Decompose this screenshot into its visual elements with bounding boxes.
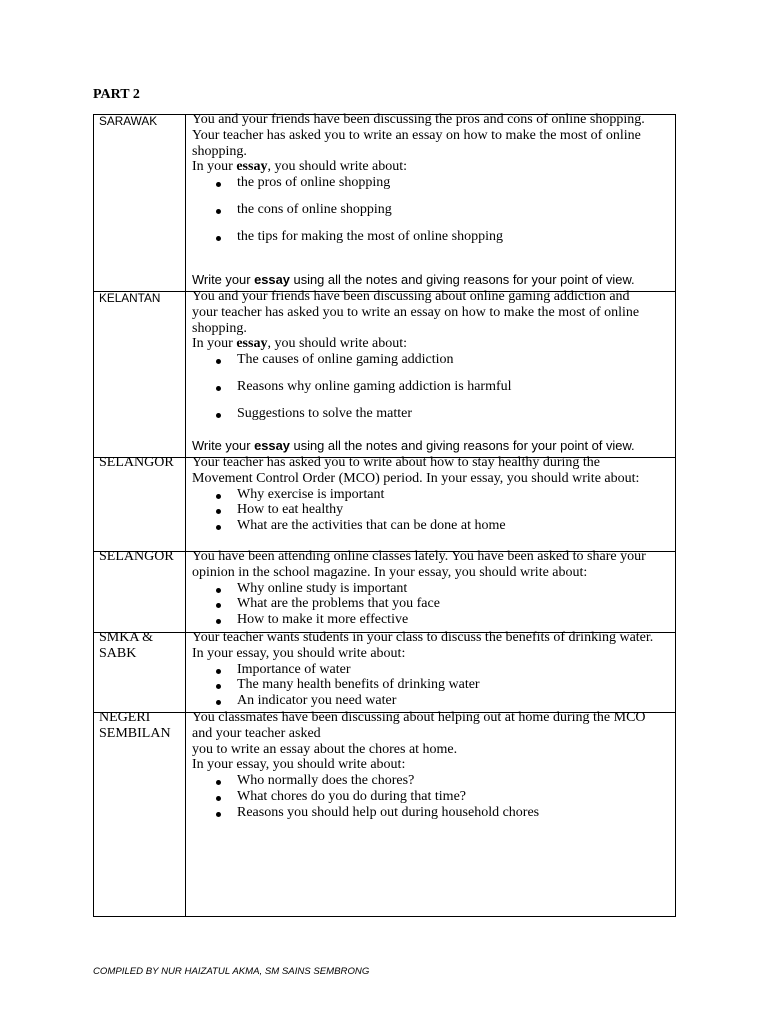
- list-item: [192, 487, 675, 503]
- cell-content: [192, 630, 675, 709]
- closing-text: using all the notes and giving reasons for your point of view.: [289, 272, 635, 287]
- bullet-icon: [216, 603, 221, 608]
- cell-content: [192, 112, 675, 245]
- region-label: SARAWAK: [99, 114, 158, 128]
- instruction-text: , you should write about:: [267, 336, 408, 352]
- bullet-icon: [216, 619, 221, 624]
- bullet-icon: [216, 386, 221, 391]
- closing-emphasis: essay: [254, 272, 290, 287]
- list-item: [192, 379, 675, 395]
- bullet-icon: [216, 796, 221, 801]
- cell-content: [192, 455, 675, 534]
- bullet-icon: [216, 494, 221, 499]
- region-label: NEGERI: [99, 710, 151, 725]
- cell-content: [99, 549, 185, 565]
- bullet-icon: [216, 413, 221, 418]
- bullet-text: the cons of online shopping: [237, 202, 392, 218]
- closing-text: using all the notes and giving reasons for your point of view.: [289, 438, 635, 453]
- prompt-line: You and your friends have been discussing the pros and cons of online shopping.: [192, 112, 645, 127]
- list-item: [192, 518, 675, 534]
- bullet-icon: [216, 780, 221, 785]
- prompt-line: You and your friends have been discussing about online gaming addiction and: [192, 289, 630, 304]
- prompt-line: your teacher has asked you to write an essay on how to make the most of online: [192, 304, 640, 320]
- instruction-emphasis: essay: [236, 159, 268, 175]
- table-row: [94, 457, 675, 551]
- bullet-icon: [216, 684, 221, 689]
- instruction-text: In your: [192, 159, 237, 175]
- bullet-icon: [216, 812, 221, 817]
- list-item: [192, 202, 675, 218]
- prompt-line: Your teacher wants students in your class to discuss the benefits of drinking water.: [192, 630, 654, 645]
- instruction-text: In your: [192, 336, 237, 352]
- bullet-text: the tips for making the most of online shopping: [237, 229, 503, 245]
- essay-prompts-table: [93, 114, 676, 917]
- bullet-icon: [216, 588, 221, 593]
- region-cell: [94, 455, 186, 551]
- region-cell: [94, 549, 186, 632]
- list-item: [192, 581, 675, 597]
- prompt-line: Your teacher has asked you to write an essay on how to make the most of online: [192, 127, 641, 143]
- table-row: [94, 551, 675, 632]
- region-label: SMKA &: [99, 630, 154, 645]
- instruction-line: [192, 336, 675, 352]
- bullet-icon: [216, 359, 221, 364]
- cell-content: [99, 291, 185, 307]
- bullet-text: Reasons you should help out during household chores: [237, 804, 540, 820]
- bullet-icon: [216, 525, 221, 530]
- region-label: SABK: [99, 645, 137, 661]
- list-item: [192, 662, 675, 678]
- table-row: [94, 112, 675, 291]
- region-label: KELANTAN: [99, 291, 161, 305]
- prompt-cell: [186, 710, 675, 916]
- bullet-text: What chores do you do during that time?: [237, 788, 466, 804]
- list-item: [192, 693, 675, 709]
- bullet-text: Who normally does the chores?: [237, 773, 415, 789]
- region-cell: [94, 115, 186, 291]
- list-item: [192, 677, 675, 693]
- instruction-emphasis: essay: [236, 336, 268, 352]
- table-row: [94, 632, 675, 712]
- cell-content: [99, 710, 185, 742]
- prompt-line: Your teacher has asked you to write about how to stay healthy during the: [192, 455, 600, 470]
- prompt-line: shopping.: [192, 143, 247, 159]
- bullet-text: What are the problems that you face: [237, 596, 440, 612]
- prompt-cell: [186, 630, 675, 712]
- bullet-icon: [216, 700, 221, 705]
- bullet-text: An indicator you need water: [237, 693, 397, 709]
- closing-emphasis: essay: [254, 438, 290, 453]
- bullet-icon: [216, 182, 221, 187]
- list-item: [192, 502, 675, 518]
- prompt-cell: [186, 112, 675, 291]
- cell-content: [192, 289, 675, 422]
- prompt-line: You classmates have been discussing about helping out at home during the MCO: [192, 710, 646, 725]
- bullet-text: How to make it more effective: [237, 612, 409, 628]
- bullet-list: [192, 175, 675, 245]
- bullet-text: the pros of online shopping: [237, 175, 391, 191]
- part-heading: PART 2: [93, 87, 140, 102]
- region-label: SELANGOR: [99, 455, 174, 470]
- list-item: [192, 229, 675, 245]
- region-label: SELANGOR: [99, 549, 174, 564]
- instruction-text: , you should write about:: [267, 159, 408, 175]
- bullet-list: [192, 662, 675, 709]
- bullet-text: Importance of water: [237, 661, 351, 677]
- list-item: [192, 352, 675, 368]
- bullet-text: Reasons why online gaming addiction is harmful: [237, 379, 512, 395]
- list-item: [192, 773, 675, 789]
- bullet-list: [192, 773, 675, 820]
- prompt-cell: [186, 455, 675, 551]
- list-item: [192, 805, 675, 821]
- list-item: [192, 175, 675, 191]
- cell-content: [99, 630, 185, 662]
- prompt-line: You have been attending online classes lately. You have been asked to share your: [192, 549, 646, 564]
- bullet-icon: [216, 509, 221, 514]
- bullet-icon: [216, 209, 221, 214]
- bullet-icon: [216, 669, 221, 674]
- prompt-cell: [186, 289, 675, 457]
- bullet-text: Suggestions to solve the matter: [237, 406, 412, 422]
- table-row: [94, 291, 675, 457]
- cell-content: [99, 114, 185, 130]
- cell-content: [192, 549, 675, 628]
- list-item: [192, 789, 675, 805]
- prompt-cell: [186, 549, 675, 632]
- compiler-footer: COMPILED BY NUR HAIZATUL AKMA, SM SAINS SEMBRONG: [93, 966, 370, 977]
- cell-content: [192, 710, 675, 821]
- bullet-list: [192, 352, 675, 422]
- bullet-list: [192, 487, 675, 534]
- prompt-line: opinion in the school magazine. In your essay, you should write about:: [192, 564, 588, 580]
- bullet-text: What are the activities that can be done at home: [237, 518, 506, 534]
- bullet-text: How to eat healthy: [237, 502, 344, 518]
- region-cell: [94, 710, 186, 916]
- bullet-text: The many health benefits of drinking water: [237, 677, 480, 693]
- region-cell: [94, 292, 186, 457]
- bullet-list: [192, 581, 675, 628]
- prompt-line: In your essay, you should write about:: [192, 645, 406, 661]
- list-item: [192, 596, 675, 612]
- list-item: [192, 406, 675, 422]
- bullet-icon: [216, 236, 221, 241]
- closing-line: [192, 272, 635, 288]
- region-label: SEMBILAN: [99, 725, 171, 741]
- prompt-line: shopping.: [192, 320, 247, 336]
- region-cell: [94, 630, 186, 712]
- bullet-text: Why online study is important: [237, 580, 408, 596]
- closing-text: Write your: [192, 272, 255, 287]
- prompt-line: In your essay, you should write about:: [192, 757, 406, 773]
- table-row: [94, 712, 675, 916]
- prompt-line: Movement Control Order (MCO) period. In your essay, you should write about:: [192, 470, 640, 486]
- closing-line: [192, 438, 635, 454]
- prompt-line: and your teacher asked: [192, 725, 321, 741]
- instruction-line: [192, 159, 675, 175]
- prompt-line: you to write an essay about the chores at home.: [192, 741, 458, 757]
- bullet-text: The causes of online gaming addiction: [237, 352, 454, 368]
- cell-content: [99, 455, 185, 471]
- bullet-text: Why exercise is important: [237, 486, 385, 502]
- closing-text: Write your: [192, 438, 255, 453]
- list-item: [192, 612, 675, 628]
